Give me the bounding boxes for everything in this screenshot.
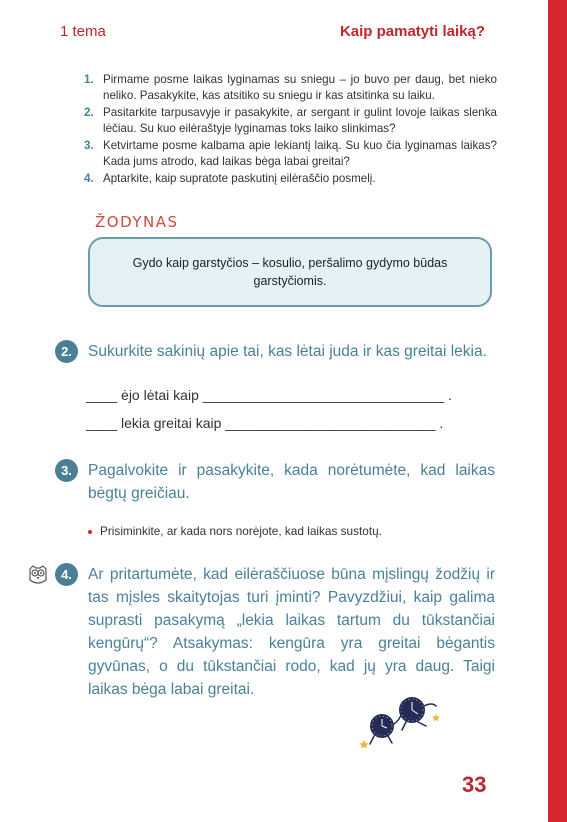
dictionary-box [88,237,492,307]
item-number: 3. [84,139,94,152]
item-number: 1. [84,73,94,86]
list-item [84,72,497,104]
chapter-label: 1 tema [60,23,106,40]
item-text: Pirmame posme laikas lyginamas su sniegu – jo buvo per daug, bet nieko neliko. Pasakykite, kas atsitiko su sniegu ir kas atsitinka su laiku. [103,73,497,102]
dictionary-title: ŽODYNAS [95,213,179,231]
bullet-dot-icon [88,530,92,534]
page-number: 33 [462,772,487,797]
owl-icon [26,563,50,587]
task-text: Pagalvokite ir pasakykite, kada norėtumėte, kad laikas bėgtų greičiau. [88,462,495,502]
item-number: 2. [84,106,94,119]
task-number-badge: 2. [55,340,78,363]
bullet-text: Prisiminkite, ar kada nors norėjote, kad laikas sustotų. [100,524,382,538]
list-item [84,171,497,187]
item-number: 4. [84,172,94,185]
task-number-badge: 3. [55,459,78,482]
list-item [84,105,497,137]
task-text: Ar pritartumėte, kad eilėraščiuose būna mįslingų žodžių ir tas mįsles skaitytojas turi įminti? Pavyzdžiui, kaip galima suprasti pasakymą „lekia laikas tartum du tūkstančiai kengūrų“? Atsakymas: kengūra yra greitai bėgantis gyvūnas, o du tūkstančiai rodo, kad jų yra daug. Taigi laikas bėga labai greitai. [88,566,495,698]
running-clocks-illustration [356,688,446,748]
bullet-item [88,524,382,538]
question-list [84,72,497,188]
dictionary-text: Gydo kaip garstyčios – kosulio, peršalimo gydymo būdas garstyčiomis. [132,256,448,288]
fill-in-line[interactable]: ____ ėjo lėtai kaip _______________________________ . [86,387,452,403]
page-title: Kaip pamatyti laiką? [339,23,485,40]
list-item [84,138,497,170]
item-text: Aptarkite, kaip supratote paskutinį eilėraščio posmelį. [103,172,376,185]
task-text: Sukurkite sakinių apie tai, kas lėtai juda ir kas greitai lekia. [88,343,487,360]
item-text: Ketvirtame posme kalbama apie lekiantį laiką. Su kuo čia lyginamas laikas? Kada jums atrodo, kad laikas bėga labai greitai? [103,139,497,168]
page-edge-bar [548,0,567,822]
task-number-badge: 4. [55,563,78,586]
item-text: Pasitarkite tarpusavyje ir pasakykite, ar sergant ir gulint lovoje laikas slenka lėčiau. Su kuo eilėraštyje lyginamas toks laiko slinkimas? [103,106,497,135]
fill-in-line[interactable]: ____ lekia greitai kaip ___________________________ . [86,415,444,431]
